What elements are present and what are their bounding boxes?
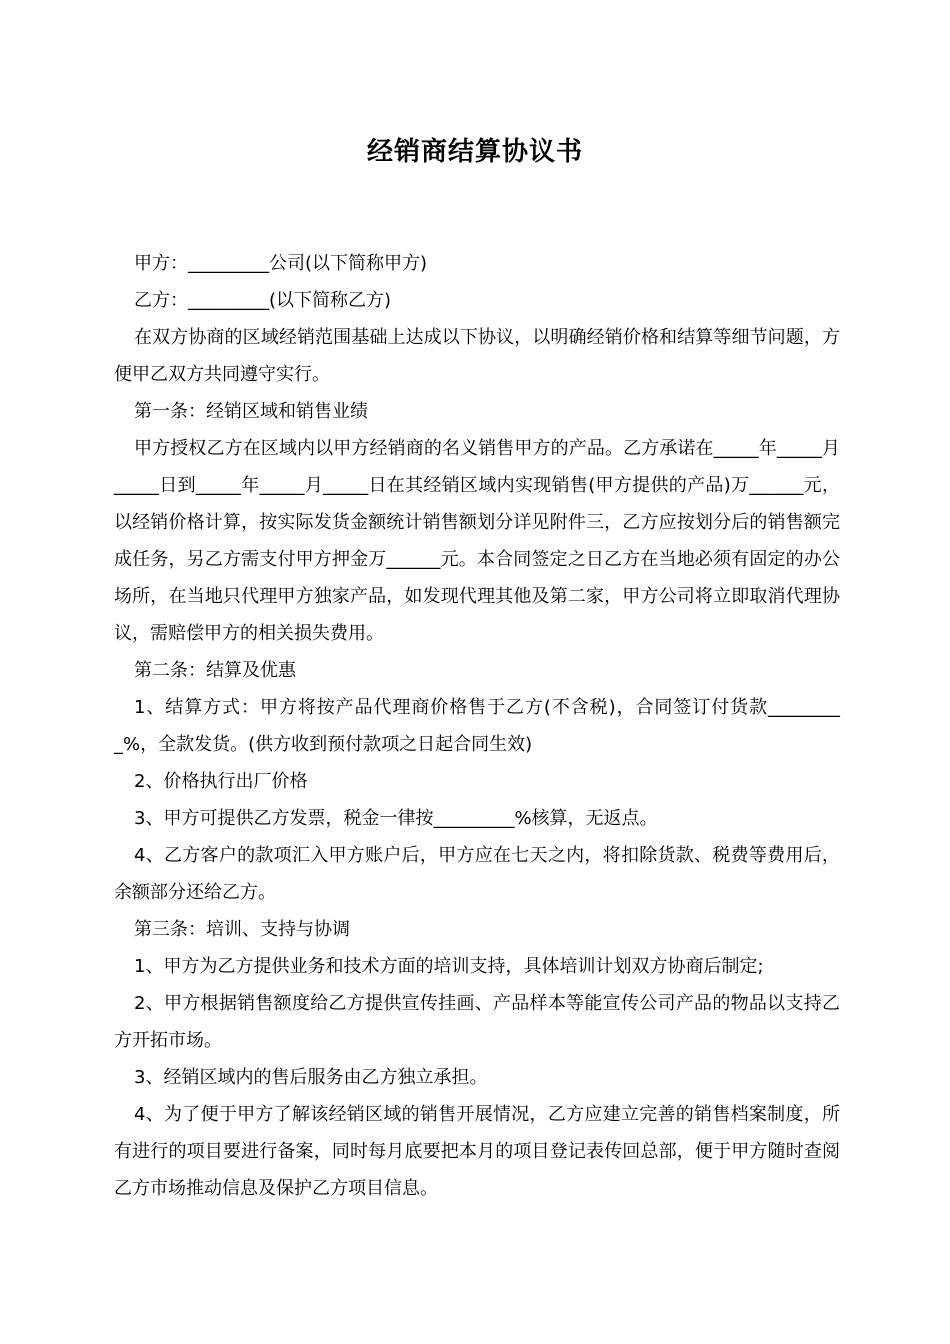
article-3-clause-1: 1、甲方为乙方提供业务和技术方面的培训支持，具体培训计划双方协商后制定; [134,956,764,977]
article-2-clause-4: 4、乙方客户的款项汇入甲方账户后，甲方应在七天之内，将扣除货款、税费等费用后，余额部分还给乙方。 [114,845,840,903]
document-title: 经销商结算协议书 [366,137,583,167]
article-1-heading: 第一条：经销区域和销售业绩 [134,401,368,422]
article-3-clause-2: 2、甲方根据销售额度给乙方提供宣传挂画、产品样本等能宣传公司产品的物品以支持乙方开拓市场。 [114,993,840,1051]
article-3-clause-4: 4、为了便于甲方了解该经销区域的销售开展情况，乙方应建立完善的销售档案制度，所有进行的项目要进行备案，同时每月底要把本月的项目登记表传回总部，便于甲方随时查阅乙方市场推动信息及保护乙方项目信息。 [114,1104,840,1199]
article-1-paragraph: 甲方授权乙方在区域内以甲方经销商的名义销售甲方的产品。乙方承诺在_____年_____月_____日到_____年_____月_____日在其经销区域内实现销售(甲方提供的产品)万______元，以经销价格计算，按实际发货金额统计销售额划分详见附件三，乙方应按划分后的销售额完成任务，另乙方需支付甲方押金万______元。本合同签定之日乙方在当地必须有固定的办公场所，在当地只代理甲方独家产品，如发现代理其他及第二家，甲方公司将立即取消代理协议，需赔偿甲方的相关损失费用。 [114,438,840,644]
article-2-clause-2: 2、价格执行出厂价格 [134,771,308,792]
article-3-heading: 第三条：培训、支持与协调 [134,919,350,940]
preamble-paragraph: 在双方协商的区域经销范围基础上达成以下协议，以明确经销价格和结算等细节问题，方便甲乙双方共同遵守实行。 [114,327,840,385]
article-2-clause-3: 3、甲方可提供乙方发票，税金一律按_________%核算，无返点。 [134,808,658,829]
document-body [114,245,840,1207]
article-2-clause-1: 1、结算方式：甲方将按产品代理商价格售于乙方(不含税)，合同签订付货款_________%，全款发货。(供方收到预付款项之日起合同生效) [114,697,840,755]
article-2-heading: 第二条：结算及优惠 [134,660,296,681]
party-a-line: 甲方：_________公司(以下简称甲方) [134,253,428,274]
party-b-line: 乙方：_________(以下简称乙方) [134,290,392,311]
article-3-clause-3: 3、经销区域内的售后服务由乙方独立承担。 [134,1067,488,1088]
